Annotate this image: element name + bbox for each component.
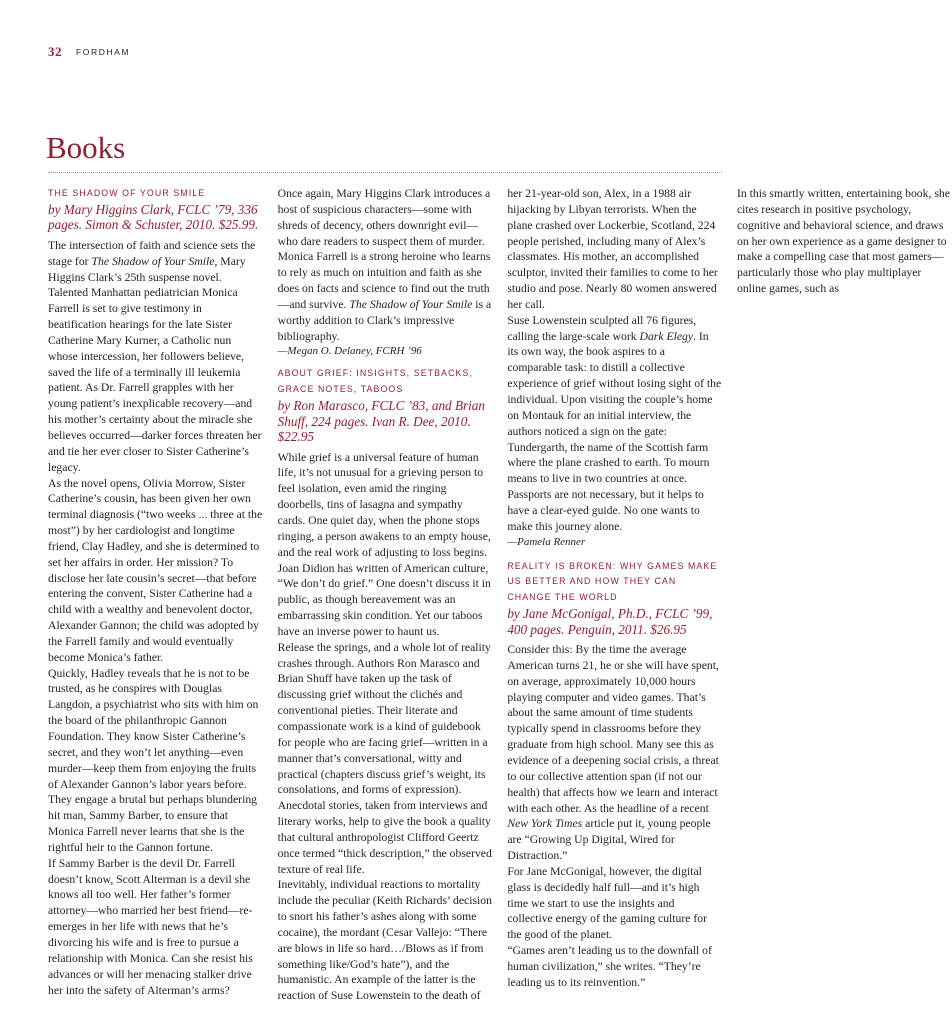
book3-title: REALITY IS BROKEN: WHY GAMES MAKE US BETTER AND HOW THEY CAN CHANGE THE WORLD: [507, 560, 718, 603]
book2-paragraph-3: Inevitably, individual reactions to mortality include the peculiar (Keith Richards’ decision to snort his father’s ashes along with some cocaine), the mordant (Cesar Vallejo: “There are blows in life so hard…/Blows as if from something like/God’s hate”), and the humanistic. An example of the latter is the reaction of Suse Lowenstein to the death of her 21-year-old son, Alex, in a 1988 air hijacking by Libyan terrorists. When the plane crashed over Lockerbie, Scotland, 224 people perished, including many of Alex’s classmates. His mother, an accomplished sculptor, invited their families to come to her studio and pose. Nearly 80 women answered her call.: [277, 187, 718, 1003]
page-header: [48, 43, 130, 59]
book3-paragraph-1: Consider this: By the time the average American turns 21, he or she will have spent, on average, approximately 10,000 hours playing computer and video games. That’s about the same amount of time students typically spend in classrooms before they graduate from high school. Many see this as evidence of a deepening social crisis, a threat to our collective attention span (if not our health) that affects how we learn and interact with each other. As the headline of a recent New York Times article put it, young people are “Growing Up Digital, Wired for Distraction.”: [507, 643, 719, 863]
book2-paragraph-1: While grief is a universal feature of human life, it’s not unusual for a grieving person to feel isolation, even amid the ringing doorbells, tins of lasagna and sympathy cards. One quiet day, when the phone stops ringing, a person awakens to an empty house, and the real work of adjusting to loss begins. Joan Didion has written of American culture, “We don’t do grief.” One doesn’t discuss it in public, as though bereavement was an embarrassing skin condition. Yet our taboos have an inverse power to haunt us.: [277, 450, 491, 638]
book1-meta: by Mary Higgins Clark, FCLC ’79, 336 pages. Simon & Schuster, 2010. $25.99.: [48, 201, 259, 233]
publication-name: FORDHAM: [76, 47, 131, 57]
book3-paragraph-3: “Games aren’t leading us to the downfall of human civilization,” she writes. “They’re leading us to its reinvention.”: [507, 944, 712, 989]
book2-paragraph-2: Release the springs, and a whole lot of reality crashes through. Authors Ron Marasco and Brian Shuff have taken up the task of discussing grief without the clichés and conventional pieties. Their literate and compassionate work is a kind of guidebook for people who are facing grief—written in a manner that’s conversational, witty and practical (chapters discuss grief’s weight, its consolations, and forms of expression). Anecdotal stories, taken from interviews and literary works, help to give the book a quality that cultural anthropologist Clifford Geertz once termed “thick description,” the observed texture of real life.: [277, 640, 492, 876]
book3-paragraph-2: For Jane McGonigal, however, the digital glass is decidedly half full—and it’s high time we start to use the insights and collective energy of the gaming culture for the good of the planet.: [507, 864, 708, 942]
book1-paragraph-4: If Sammy Barber is the devil Dr. Farrell doesn’t know, Scott Alterman is a devil she knows all too well. Her father’s former attorney—who married her best friend—re-emerges in her life with news that he’s divorcing his wife and is free to pursue a relationship with Monica. Can she resist his advances or will her menacing stalker drive her into the safety of Alterman’s arms?: [48, 856, 253, 997]
page-number: 32: [48, 44, 62, 59]
book1-paragraph-1: The intersection of faith and science sets the stage for The Shadow of Your Smile, Mary Higgins Clark’s 25th suspense novel. Talented Manhattan pediatrician Monica Farrell is set to give testimony in beatification hearings for the late Sister Catherine Mary Kurner, a Catholic nun whose intercession, her followers believe, saved the life of a terminally ill leukemia patient. As Dr. Farrell grapples with her young patient’s inexplicable recovery—and his mother’s certainty about the miracle she believes occurred—darker forces threaten her and tie her ever closer to Sister Catherine’s legacy.: [48, 238, 262, 474]
book1-signature: —Megan O. Delaney, FCRH ’96: [277, 345, 422, 358]
book2-signature: —Pamela Renner: [507, 535, 586, 548]
book2-title: ABOUT GRIEF: INSIGHTS, SETBACKS, GRACE NOTES, TABOOS: [277, 368, 474, 395]
section-title: Books: [46, 130, 126, 165]
dotted-divider: [48, 172, 722, 173]
book1-paragraph-5: Once again, Mary Higgins Clark introduces a host of suspicious characters—some with shreds of decency, others downright evil—who dare readers to suspect them of murder. Monica Farrell is a strong heroine who learns to rely as much on intuition and faith as she does on facts and science to find out the truth—and survive. The Shadow of Your Smile is a worthy addition to Clark’s impressive bibliography.: [277, 187, 492, 343]
book3-meta: by Jane McGonigal, Ph.D., FCLC ’99, 400 pages. Penguin, 2011. $26.95: [507, 606, 713, 637]
book1-title: THE SHADOW OF YOUR SMILE: [48, 188, 206, 198]
book2-paragraph-4: Suse Lowenstein sculpted all 76 figures, calling the large-scale work Dark Elegy. In its own way, the book aspires to a comparable task: to distill a collective experience of grief without losing sight of the individual. Upon visiting the couple’s home on Montauk for an initial interview, the authors noticed a sign on the gate: Tundergarth, the name of the Scottish farm where the plane crashed to earth. To mourn means to live in two countries at once. Passports are not necessary, but it helps to have a clear-eyed guide. No one wants to make this journey alone.: [507, 313, 722, 533]
section-gap: [278, 358, 493, 366]
book1-paragraph-2: As the novel opens, Olivia Morrow, Sister Catherine’s cousin, has been given her own terminal diagnosis (“two weeks ... three at the most”) by her cardiologist and longtime friend, Clay Hadley, and she is determined to set her affairs in order. Her mission? To disclose her late cousin’s secret—that before entering the convent, Sister Catherine had a child with a wealthy and benevolent doctor, Alexander Gannon; the child was adopted by the Farrell family and would eventually become Monica’s father.: [48, 476, 263, 664]
book3-paragraph-4: In this smartly written, entertaining book, she cites research in positive psychology, cognitive and behavioral science, and draws on her own experience as a game designer to make a compelling case that most gamers—particularly those who play multiplayer online games, such as: [736, 187, 950, 296]
book1-paragraph-3: Quickly, Hadley reveals that he is not to be trusted, as he conspires with Douglas Langdon, a psychiatrist who sits with him on the board of the philanthropic Gannon Foundation. They know Sister Catherine’s secret, and they won’t let anything—even murder—keep them from enjoying the fruits of Alexander Gannon’s labor years before. They engage a brutal but perhaps blundering hit man, Sammy Barber, to ensure that Monica Farrell never learns that she is the rightful heir to the Gannon fortune.: [48, 666, 259, 854]
article-flow: [48, 186, 950, 1016]
section-gap: [507, 549, 722, 559]
book2-meta: by Ron Marasco, FCLC ’83, and Brian Shuff, 224 pages. Ivan R. Dee, 2010. $22.95: [277, 398, 485, 445]
